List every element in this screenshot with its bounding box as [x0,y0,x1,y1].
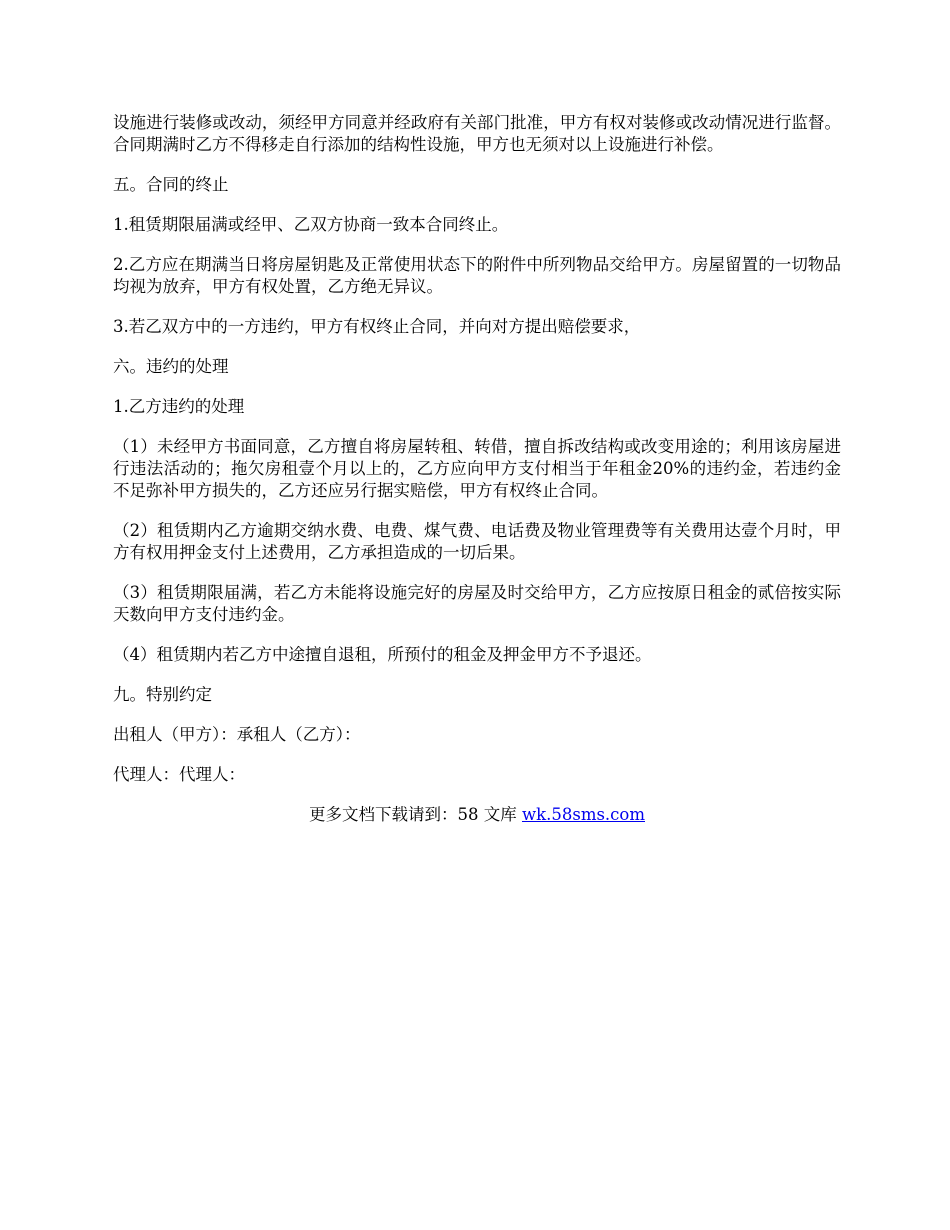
clause-breach-item-3: （3）租赁期限届满，若乙方未能将设施完好的房屋及时交给甲方，乙方应按原日租金的贰倍按实际天数向甲方支付违约金。 [113,583,841,624]
paragraph-facilities: 设施进行装修或改动，须经甲方同意并经政府有关部门批准，甲方有权对装修或改动情况进行监督。合同期满时乙方不得移走自行添加的结构性设施，甲方也无须对以上设施进行补偿。 [113,113,841,154]
section-heading-termination: 五。合同的终止 [113,175,229,194]
clause-termination-3: 3.若乙双方中的一方违约，甲方有权终止合同，并向对方提出赔偿要求， [113,317,641,336]
footer-link[interactable]: wk.58sms.com [521,805,645,824]
clause-breach-item-2: （2）租赁期内乙方逾期交纳水费、电费、煤气费、电话费及物业管理费等有关费用达壹个月时，甲方有权用押金支付上述费用，乙方承担造成的一切后果。 [113,521,841,562]
clause-breach-item-1: （1）未经甲方书面同意，乙方擅自将房屋转租、转借，擅自拆改结构或改变用途的；利用该房屋进行违法活动的；拖欠房租壹个月以上的，乙方应向甲方支付相当于年租金20%的违约金，若违约金不足弥补甲方损失的，乙方还应另行据实赔偿，甲方有权终止合同。 [113,437,841,500]
clause-breach-1: 1.乙方违约的处理 [113,397,245,416]
signature-agents: 代理人：代理人： [113,765,245,784]
document-page [113,112,841,826]
clause-termination-1: 1.租赁期限届满或经甲、乙双方协商一致本合同终止。 [113,215,509,234]
section-heading-breach: 六。违约的处理 [113,357,229,376]
signature-lessor-lessee: 出租人（甲方）：承租人（乙方）： [113,725,361,744]
clause-termination-2: 2.乙方应在期满当日将房屋钥匙及正常使用状态下的附件中所列物品交给甲方。房屋留置的一切物品均视为放弃，甲方有权处置，乙方绝无异议。 [113,255,841,296]
clause-breach-item-4: （4）租赁期内若乙方中途擅自退租，所预付的租金及押金甲方不予退还。 [113,645,652,664]
footer-text: 更多文档下载请到：58 文库 [308,805,522,824]
download-footer [113,804,841,826]
section-heading-special: 九。特别约定 [113,685,212,704]
